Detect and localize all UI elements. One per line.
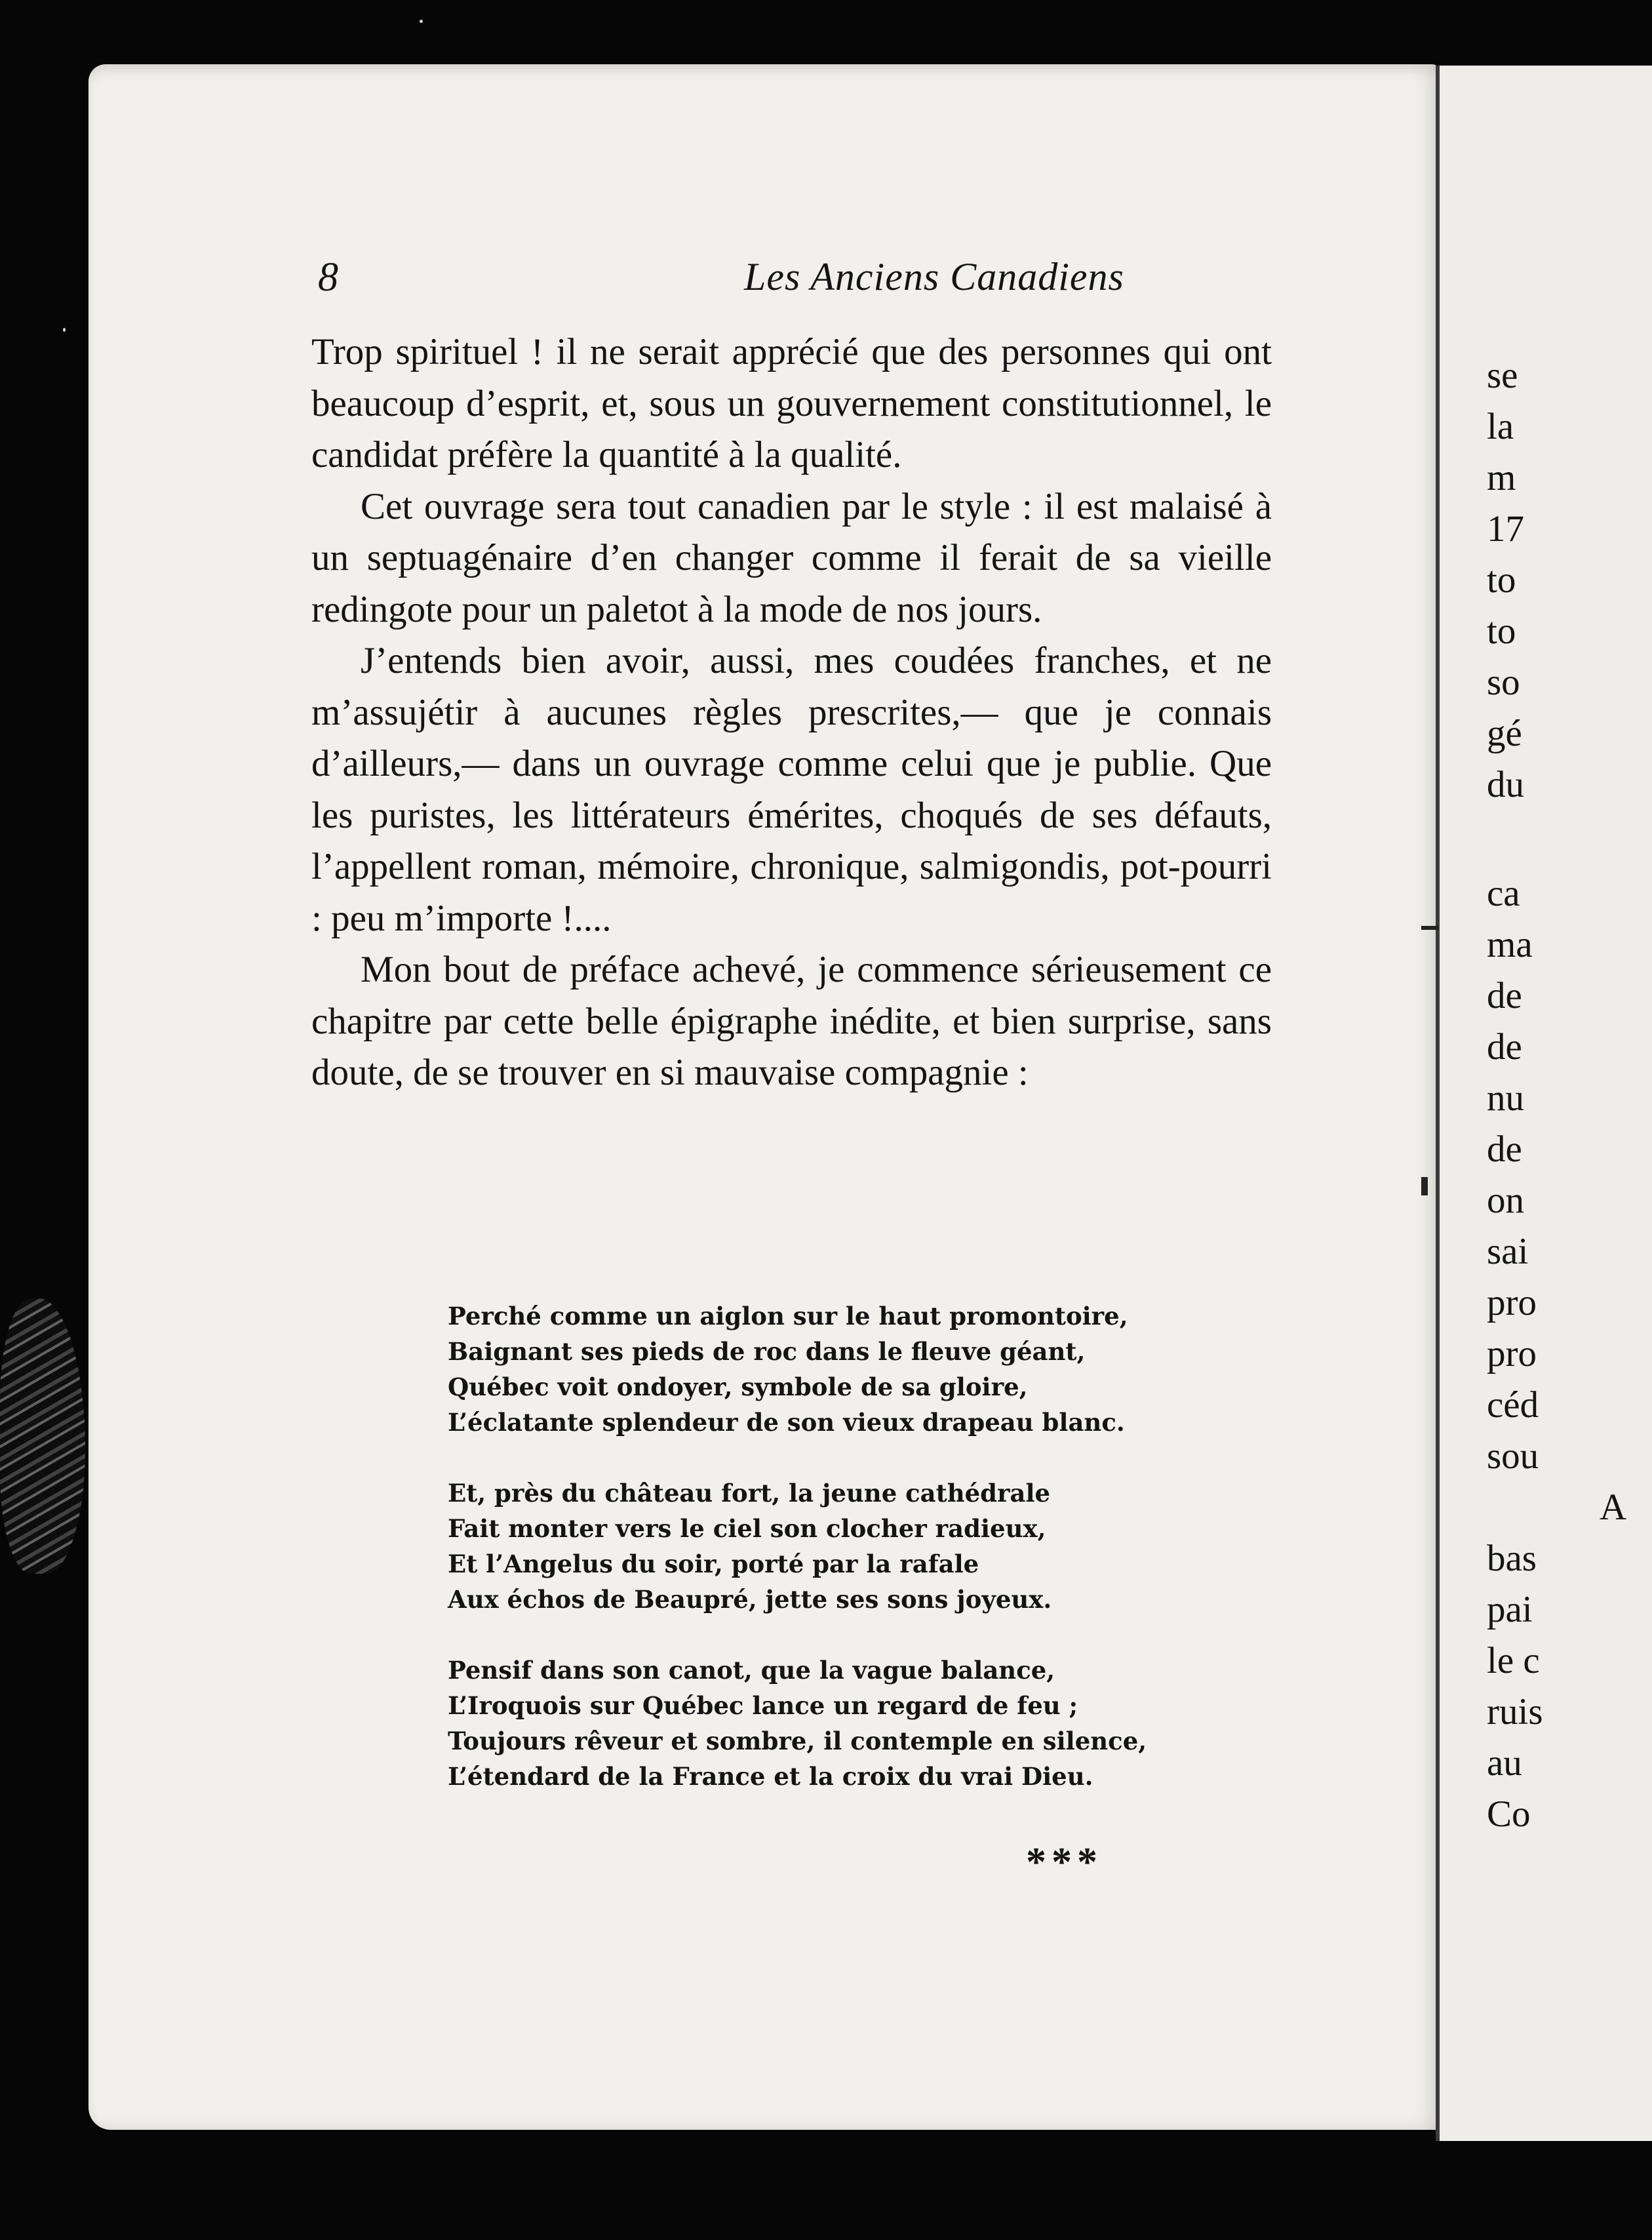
epigraph-poem (448, 1298, 1147, 1830)
stanza (448, 1298, 1128, 1440)
verse-line: L’étendard de la France et la croix du vrai Dieu. (448, 1762, 1093, 1791)
facing-page-fragment: on (1487, 1180, 1524, 1221)
facing-page-fragment: sou (1487, 1435, 1539, 1477)
facing-page-fragment: ma (1487, 924, 1533, 965)
facing-page-fragment: pro (1487, 1333, 1537, 1374)
page-number: 8 (318, 255, 338, 300)
facing-page-fragment: pro (1487, 1282, 1537, 1323)
facing-page-fragment: le c (1487, 1640, 1540, 1681)
facing-page-fragment: au (1487, 1742, 1522, 1784)
running-head (233, 254, 1282, 313)
verse-line: Québec voit ondoyer, symbole de sa gloire, (448, 1372, 1028, 1401)
facing-page-fragment: du (1487, 764, 1524, 805)
stanza (448, 1475, 1116, 1617)
paragraph: Cet ouvrage sera tout canadien par le style : il est malaisé à un septuagénaire d’en changer comme il ferait de sa vieille redingote pour un paletot à la mode de nos jours. (311, 485, 1272, 630)
facing-page-fragment: ca (1487, 873, 1520, 914)
right-page-edge (1436, 66, 1652, 2141)
verse-line: Pensif dans son canot, que la vague balance, (448, 1656, 1055, 1685)
gutter-mark (1421, 926, 1438, 930)
facing-page-fragment: to (1487, 559, 1516, 601)
facing-page-fragment: de (1487, 1026, 1522, 1068)
scan-dust (63, 328, 66, 332)
facing-page-fragment: sai (1487, 1231, 1529, 1272)
verse-line: Fait monter vers le ciel son clocher radieux, (448, 1514, 1046, 1543)
verse-line: Et l’Angelus du soir, porté par la rafale (448, 1550, 979, 1578)
scan-dust (420, 20, 423, 23)
facing-page-fragment: la (1487, 406, 1514, 447)
facing-page-fragment: so (1487, 662, 1520, 703)
facing-page-fragment: to (1487, 610, 1516, 652)
facing-page-fragment: A (1600, 1487, 1627, 1528)
facing-page-fragment: 17 (1487, 508, 1524, 550)
facing-page-fragment: se (1487, 355, 1518, 396)
verse-line: L’éclatante splendeur de son vieux drapeau blanc. (448, 1408, 1125, 1437)
stanza (448, 1652, 1147, 1794)
facing-page-fragment: de (1487, 975, 1522, 1016)
facing-page-fragment: ruis (1487, 1691, 1543, 1732)
facing-page-fragment: céd (1487, 1384, 1539, 1426)
body-text (311, 327, 1272, 1099)
verse-line: Baignant ses pieds de roc dans le fleuve géant, (448, 1337, 1086, 1366)
running-title: Les Anciens Canadiens (744, 255, 1124, 298)
paragraph: J’entends bien avoir, aussi, mes coudées franches, et ne m’assujétir à aucunes règles prescrites,— que je connais d’ailleurs,— dans un ouvrage comme celui que je publie. Que les puristes, les littérateurs émérites, choqués de ses défauts, l’appellent roman, mémoire, chronique, salmigondis, pot-pourri : peu m’importe !.... (311, 640, 1272, 939)
verse-line: Perché comme un aiglon sur le haut promontoire, (448, 1302, 1128, 1330)
facing-page-fragment: nu (1487, 1077, 1524, 1119)
gutter-mark (1421, 1177, 1428, 1195)
verse-line: Aux échos de Beaupré, jette ses sons joyeux. (448, 1585, 1052, 1614)
paragraph: Mon bout de préface achevé, je commence sérieusement ce chapitre par cette belle épigraphe inédite, et bien surprise, sans doute, de se trouver en si mauvaise compagnie : (311, 949, 1272, 1093)
verse-line: L’Iroquois sur Québec lance un regard de feu ; (448, 1691, 1078, 1720)
facing-page-fragment: gé (1487, 713, 1522, 754)
facing-page-fragment: Co (1487, 1793, 1531, 1835)
facing-page-fragment: pai (1487, 1589, 1533, 1630)
facing-page-fragment: bas (1487, 1538, 1537, 1579)
book-edge-texture (0, 1298, 85, 1574)
section-separator: *** (1026, 1840, 1103, 1885)
verse-line: Et, près du château fort, la jeune cathédrale (448, 1479, 1051, 1508)
facing-page-fragment: de (1487, 1129, 1522, 1170)
facing-page-fragment: m (1487, 457, 1516, 498)
paragraph: Trop spirituel ! il ne serait apprécié que des personnes qui ont beaucoup d’esprit, et, sous un gouvernement constitutionnel, le candidat préfère la quantité à la qualité. (311, 331, 1272, 475)
verse-line: Toujours rêveur et sombre, il contemple en silence, (448, 1727, 1147, 1755)
